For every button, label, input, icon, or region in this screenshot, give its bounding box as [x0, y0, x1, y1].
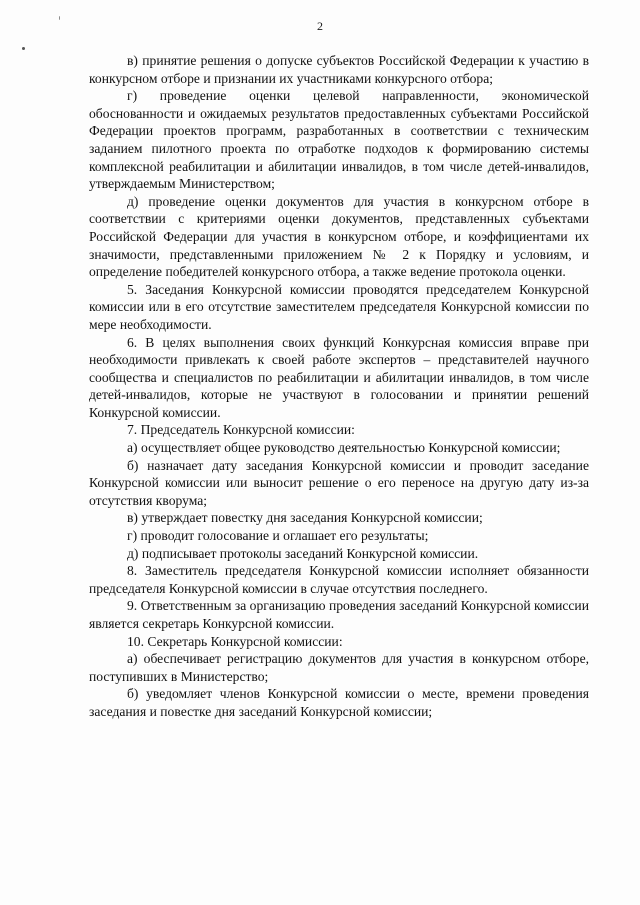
paragraph: в) принятие решения о допуске субъектов Российской Федерации к участию в конкурсном отборе и признании их участниками конкурсного отбора;: [89, 53, 589, 86]
paragraph: 5. Заседания Конкурсной комиссии проводятся председателем Конкурсной комиссии или в его отсутствие заместителем председателя Конкурсной комиссии по мере необходимости.: [89, 281, 589, 332]
paragraph: д) проведение оценки документов для участия в конкурсном отборе в соответствии с критериями оценки документов, представленных субъектами Российской Федерации для участия в конкурсном отборе, и коэффициентами их значимости, представленными приложением № 2 к Порядку и условиям, и определение победителей конкурсного отбора, а также ведение протокола оценки.: [89, 193, 589, 280]
paragraph: 8. Заместитель председателя Конкурсной комиссии исполняет обязанности председателя Конкурсной комиссии в случае отсутствия последнего.: [89, 563, 589, 596]
paragraph: а) осуществляет общее руководство деятельностью Конкурсной комиссии;: [127, 440, 561, 456]
paragraph: 6. В целях выполнения своих функций Конкурсная комиссия вправе при необходимости привлекать к своей работе экспертов – представителей научного сообщества и специалистов по реабилитации и абилитации инвалидов, в том числе детей-инвалидов, которые не участвуют в голосовании и принятии решений Конкурсной комиссии.: [89, 334, 589, 420]
paragraph: 9. Ответственным за организацию проведения заседаний Конкурсной комиссии является секретарь Конкурсной комиссии.: [89, 598, 589, 631]
paragraph: г) проводит голосование и оглашает его результаты;: [127, 528, 429, 544]
paragraph: а) обеспечивает регистрацию документов для участия в конкурсном отборе, поступивших в Министерство;: [89, 651, 589, 684]
paragraph: д) подписывает протоколы заседаний Конкурсной комиссии.: [127, 545, 479, 561]
paragraph: 10. Секретарь Конкурсной комиссии:: [127, 633, 343, 649]
paragraph: б) уведомляет членов Конкурсной комиссии о месте, времени проведения заседания и повестке дня заседаний Конкурсной комиссии;: [89, 686, 589, 719]
paragraph: 7. Председатель Конкурсной комиссии:: [127, 422, 355, 438]
document-body: [89, 52, 589, 721]
paragraph: в) утверждает повестку дня заседания Конкурсной комиссии;: [127, 510, 483, 526]
scan-speck: [22, 47, 25, 50]
paragraph: г) проведение оценки целевой направленности, экономической обоснованности и ожидаемых результатов предоставленных субъектами Российской Федерации проектов программ, разработанных в соответствии с техническим заданием пилотного проекта по отработке подходов к формированию системы комплексной реабилитации и абилитации инвалидов, в том числе детей-инвалидов, утверждаемым Министерством;: [89, 88, 589, 192]
page-number: 2: [317, 19, 323, 33]
paragraph: б) назначает дату заседания Конкурсной комиссии и проводит заседание Конкурсной комиссии или выносит решение о его переносе на другую дату из-за отсутствия кворума;: [89, 457, 589, 508]
